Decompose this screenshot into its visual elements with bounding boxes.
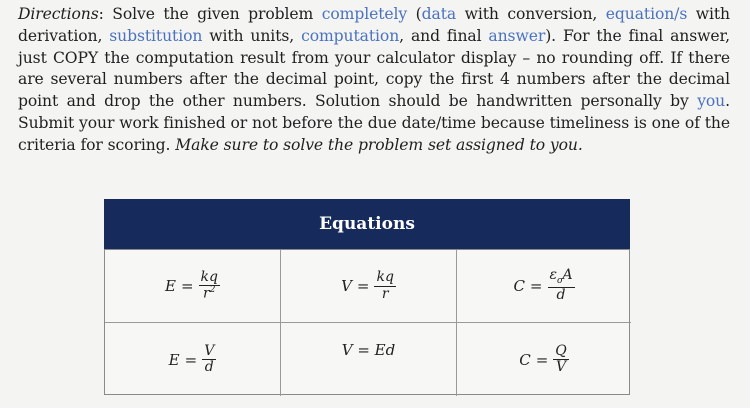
fraction [202,344,216,376]
denominator: r [381,285,389,302]
highlight-computation: computation [301,26,400,45]
directions-text: : Solve the given problem [98,5,322,23]
eq-lhs: V [341,277,352,295]
numerator: V [204,342,215,359]
epsilon-symbol: ε [549,267,558,284]
directions-text: . Submit your work finished or not before the due date/time because timeliness is one of the criteria for scoring. [18,92,730,154]
equations-table [104,249,630,395]
eq-lhs: C [513,276,525,295]
equation-cell-voltage-field [281,323,457,396]
highlight-you: you [697,92,726,111]
highlight-equations: equation/s [605,5,688,23]
equations-table-header: Equations [104,199,630,249]
eq-sign: = [529,276,543,295]
eq-sign: = [356,277,370,295]
denominator: d [204,359,214,375]
equation-cell-electric-field [105,250,281,323]
numerator-rest: A [562,267,573,284]
directions-text: , and final [399,26,489,45]
numerator: Q [555,342,567,359]
eq-sign: = [184,350,198,369]
fraction [548,268,575,303]
denominator-base: r [203,285,210,302]
equation-cell-potential [281,250,457,323]
directions-text: with derivation, [18,5,730,45]
highlight-substitution: substitution [109,26,203,45]
equation-cell-capacitance [457,250,631,323]
fraction [199,270,220,302]
eq-lhs: C [519,350,531,369]
numerator: kq [200,268,218,285]
directions-emphasis: Make sure to solve the problem set assigned to you. [175,135,583,154]
directions-label: Directions [18,5,99,23]
denominator: d [556,287,566,304]
eq-sign: = [180,277,194,295]
equation-text: V = Ed [341,341,396,359]
eq-lhs: E [165,277,176,295]
highlight-completely: completely [321,5,408,23]
numerator: kq [376,269,394,286]
equation-cell-charge-capacitance [457,323,631,396]
fraction [374,270,395,302]
directions-text: with conversion, [456,5,606,23]
eq-lhs: E [168,350,180,369]
numerator [548,268,575,288]
directions-text: ( [407,5,422,23]
eq-sign: = [535,350,549,369]
denominator: V [555,359,567,375]
fraction [553,344,568,376]
directions-text: ). For the final answer, just COPY the computation result from your calculator display – no rounding off. If there are several numbers after the decimal point, copy the first 4 numbers after the decimal point and drop the other numbers. Solution should be handwritten personally by [18,26,730,111]
denominator [201,286,217,302]
highlight-data: data [421,5,457,23]
directions-paragraph [18,4,730,157]
directions-text: with units, [202,26,302,45]
highlight-answer: answer [488,26,546,45]
exponent: 2 [209,285,216,296]
equation-cell-field-voltage [105,323,281,396]
subscript: o [557,276,563,287]
